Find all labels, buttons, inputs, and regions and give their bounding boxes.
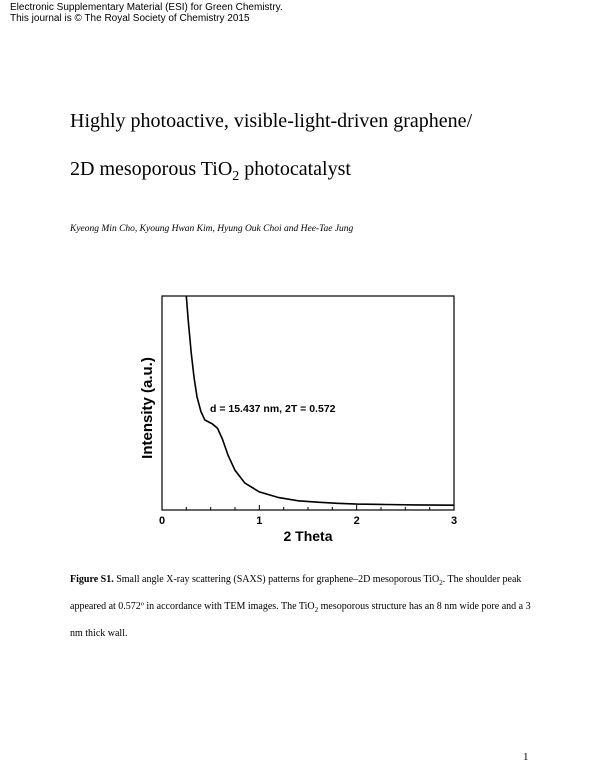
title-subscript: 2: [232, 169, 240, 184]
x-tick-labels: [159, 515, 457, 527]
figure-caption: [70, 566, 532, 647]
peak-annotation: d = 15.437 nm, 2T = 0.572: [210, 403, 336, 415]
x-tick-label: 0: [158, 515, 166, 527]
x-axis-label: 2 Theta: [283, 528, 333, 544]
caption-text-1: Small angle X-ray scattering (SAXS) patterns for graphene–2D mesoporous TiO: [113, 574, 440, 585]
paper-title-line1: Highly photoactive, visible-light-driven graphene/: [70, 110, 473, 132]
x-ticks: [162, 505, 454, 510]
caption-text-2: . The shoulder peak appeared at 0.572º in accordance with TEM images. The TiO: [70, 574, 522, 612]
author-list: Kyeong Min Cho, Kyoung Hwan Kim, Hyung Ouk Choi and Hee-Tae Jung: [70, 224, 354, 234]
caption-sub-1: 2: [439, 579, 443, 587]
x-tick-label: 2: [353, 515, 360, 527]
journal-header-line2: This journal is © The Royal Society of Chemistry 2015: [10, 13, 250, 24]
title-text-a: 2D mesoporous TiO: [70, 158, 233, 180]
journal-header-line1: Electronic Supplementary Material (ESI) for Green Chemistry.: [10, 2, 283, 13]
page-number: 1: [523, 751, 529, 763]
caption-text-3: mesoporous structure has an 8 nm wide pore and a 3 nm thick wall.: [70, 601, 531, 639]
caption-label: Figure S1.: [70, 574, 114, 585]
x-tick-label: 1: [256, 515, 263, 527]
caption-sub-2: 2: [314, 606, 319, 614]
x-tick-label: 3: [450, 515, 458, 527]
y-axis-label: Intensity (a.u.): [139, 357, 156, 459]
data-series-line: [186, 296, 454, 505]
title-text-b: photocatalyst: [239, 158, 351, 180]
